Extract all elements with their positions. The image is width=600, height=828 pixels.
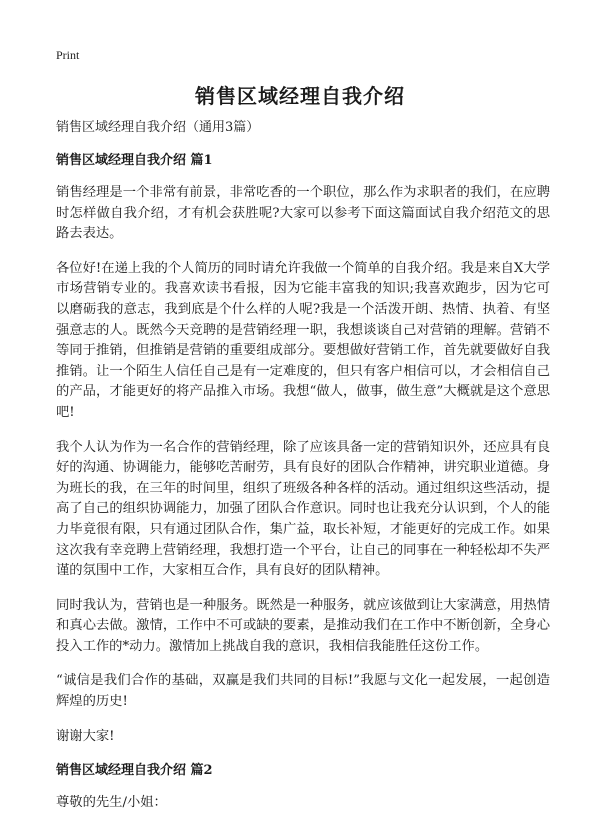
page-title: 销售区域经理自我介绍	[195, 84, 405, 108]
section-heading-1: 销售区域经理自我介绍 篇1	[56, 153, 213, 168]
paragraph: 同时我认为，营销也是一种服务。既然是一种服务，就应该做到让大家满意，用热情和真心去做。激情，工作中不可或缺的要素，是推动我们在工作中不断创新，全身心投入工作的*动力。激情加上挑战自我的意识，我相信我能胜任这份工作。	[56, 597, 550, 654]
paragraph: 销售经理是一个非常有前景，非常吃香的一个职位，那么作为求职者的我们，在应聘时怎样做自我介绍，才有机会获胜呢?大家可以参考下面这篇面试自我介绍范文的思路去表达。	[56, 185, 550, 242]
paragraph: 尊敬的先生/小姐：	[56, 795, 167, 811]
paragraph: “诚信是我们合作的基础，双赢是我们共同的目标!”我愿与文化一起发展，一起创造辉煌的历史!	[56, 673, 550, 710]
section-heading-2: 销售区域经理自我介绍 篇2	[56, 763, 213, 779]
article-subtitle: 销售区域经理自我介绍（通用3篇）	[56, 120, 260, 135]
paragraph: 我个人认为作为一名合作的营销经理，除了应该具备一定的营销知识外，还应具有良好的沟通、协调能力，能够吃苦耐劳，具有良好的团队合作精神，讲究职业道德。身为班长的我，在三年的时间里，组织了班级各种各样的活动。通过组织这些活动，提高了自己的组织协调能力，加强了团队合作意识。同时也让我充分认识到，个人的能力毕竟很有限，只有通过团队合作，集广益，取长补短，才能更好的完成工作。如果这次我有幸竞聘上营销经理，我想打造一个平台，让自己的同事在一种轻松却不失严谨的氛围中工作，大家相互合作，具有良好的团队精神。	[56, 439, 550, 579]
paragraph: 谢谢大家!	[56, 728, 115, 744]
paragraph: 各位好!在递上我的个人简历的同时请允许我做一个简单的自我介绍。我是来自X大学市场营销专业的。我喜欢读书看报，因为它能丰富我的知识;我喜欢跑步，因为它可以磨砺我的意志，我到底是个什么样的人呢?我是一个活泼开朗、热情、执着、有坚强意志的人。既然今天竞聘的是营销经理一职，我想谈谈自己对营销的理解。营销不等同于推销，但推销是营销的重要组成部分。要想做好营销工作，首先就要做好自我推销。让一个陌生人信任自己是有一定难度的，但只有客户相信可以，才会相信自己的产品，才能更好的将产品推入市场。我想“做人，做事，做生意”大概就是这个意思吧!	[56, 260, 550, 420]
article-body	[56, 118, 550, 828]
print-link[interactable]: Print	[56, 48, 80, 62]
